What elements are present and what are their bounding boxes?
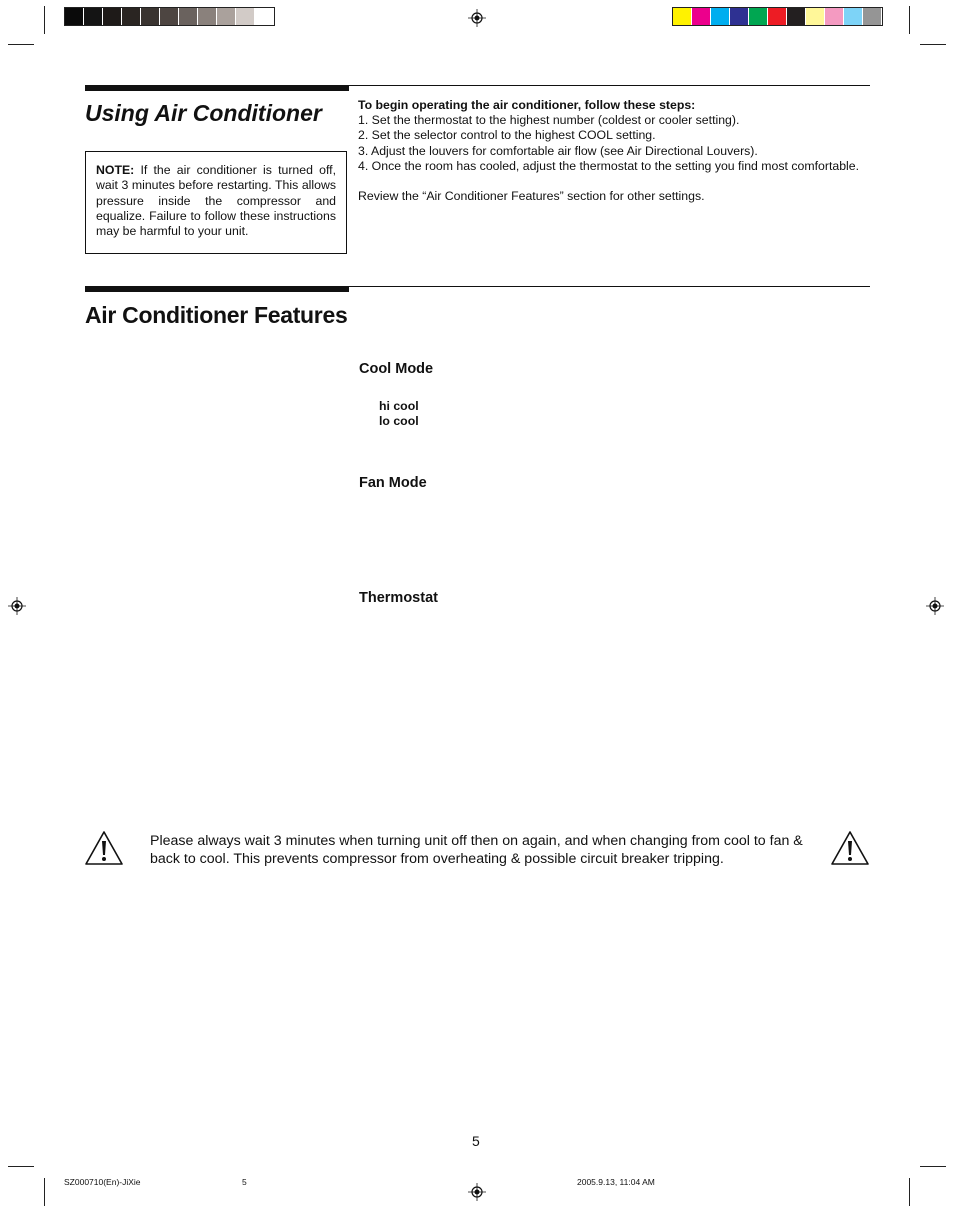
section-rule <box>85 286 870 287</box>
color-swatch <box>711 8 730 25</box>
color-swatch <box>768 8 787 25</box>
color-swatch <box>844 8 863 25</box>
gray-swatch <box>160 8 179 25</box>
step-item: 1. Set the thermostat to the highest number (coldest or cooler setting). <box>358 113 740 128</box>
color-swatch <box>806 8 825 25</box>
step-item: 2. Set the selector control to the highest COOL setting. <box>358 128 656 143</box>
gray-swatch <box>236 8 255 25</box>
gray-swatch <box>141 8 160 25</box>
warning-exclamation-icon <box>84 830 124 866</box>
color-swatch <box>749 8 768 25</box>
gray-swatch <box>217 8 236 25</box>
gray-swatch <box>122 8 141 25</box>
registration-mark-icon <box>468 1183 486 1201</box>
warning-exclamation-icon <box>830 830 870 866</box>
gray-swatch <box>179 8 198 25</box>
gray-swatch <box>103 8 122 25</box>
section-title-using-air-conditioner: Using Air Conditioner <box>85 100 322 126</box>
cool-option: hi cool <box>379 399 419 413</box>
note-box <box>85 151 347 254</box>
registration-mark-icon <box>8 597 26 615</box>
section-title-air-conditioner-features: Air Conditioner Features <box>85 302 348 328</box>
gray-swatch <box>84 8 103 25</box>
cool-option: lo cool <box>379 414 419 428</box>
note-text: If the air conditioner is turned off, wait 3 minutes before restarting. This allows pressure inside the compressor and equalize. Failure to follow these instructions may be harmful to your unit. <box>96 163 336 239</box>
warning-text: Please always wait 3 minutes when turning unit off then on again, and when changing from cool to fan & back to cool. This prevents compressor from overheating & possible circuit breaker tripping. <box>150 833 803 867</box>
color-swatch <box>863 8 882 25</box>
section-rule <box>85 85 870 86</box>
note-label: NOTE: <box>96 163 135 177</box>
thermostat-heading: Thermostat <box>359 590 438 606</box>
step-item: 4. Once the room has cooled, adjust the thermostat to the setting you find most comfortable. <box>358 158 860 173</box>
footer-timestamp: 2005.9.13, 11:04 AM <box>577 1177 655 1187</box>
step-item: 3. Adjust the louvers for comfortable air flow (see Air Directional Louvers). <box>358 143 758 158</box>
color-swatch <box>692 8 711 25</box>
grayscale-calibration-bar <box>64 7 275 26</box>
page-number: 5 <box>472 1133 480 1149</box>
registration-mark-icon <box>468 9 486 27</box>
color-swatch <box>825 8 844 25</box>
footer-page: 5 <box>242 1177 247 1187</box>
gray-swatch <box>65 8 84 25</box>
color-swatch <box>787 8 806 25</box>
fan-mode-heading: Fan Mode <box>359 475 427 491</box>
gray-swatch <box>255 8 274 25</box>
color-calibration-bar <box>672 7 883 26</box>
color-swatch <box>673 8 692 25</box>
steps-list <box>358 113 878 174</box>
registration-mark-icon <box>926 597 944 615</box>
color-swatch <box>730 8 749 25</box>
gray-swatch <box>198 8 217 25</box>
review-note: Review the “Air Conditioner Features” section for other settings. <box>358 189 705 204</box>
steps-lead: To begin operating the air conditioner, follow these steps: <box>358 98 696 112</box>
operating-steps <box>358 98 878 204</box>
cool-mode-heading: Cool Mode <box>359 361 434 377</box>
footer-file-name: SZ000710(En)-JiXie <box>64 1177 141 1187</box>
